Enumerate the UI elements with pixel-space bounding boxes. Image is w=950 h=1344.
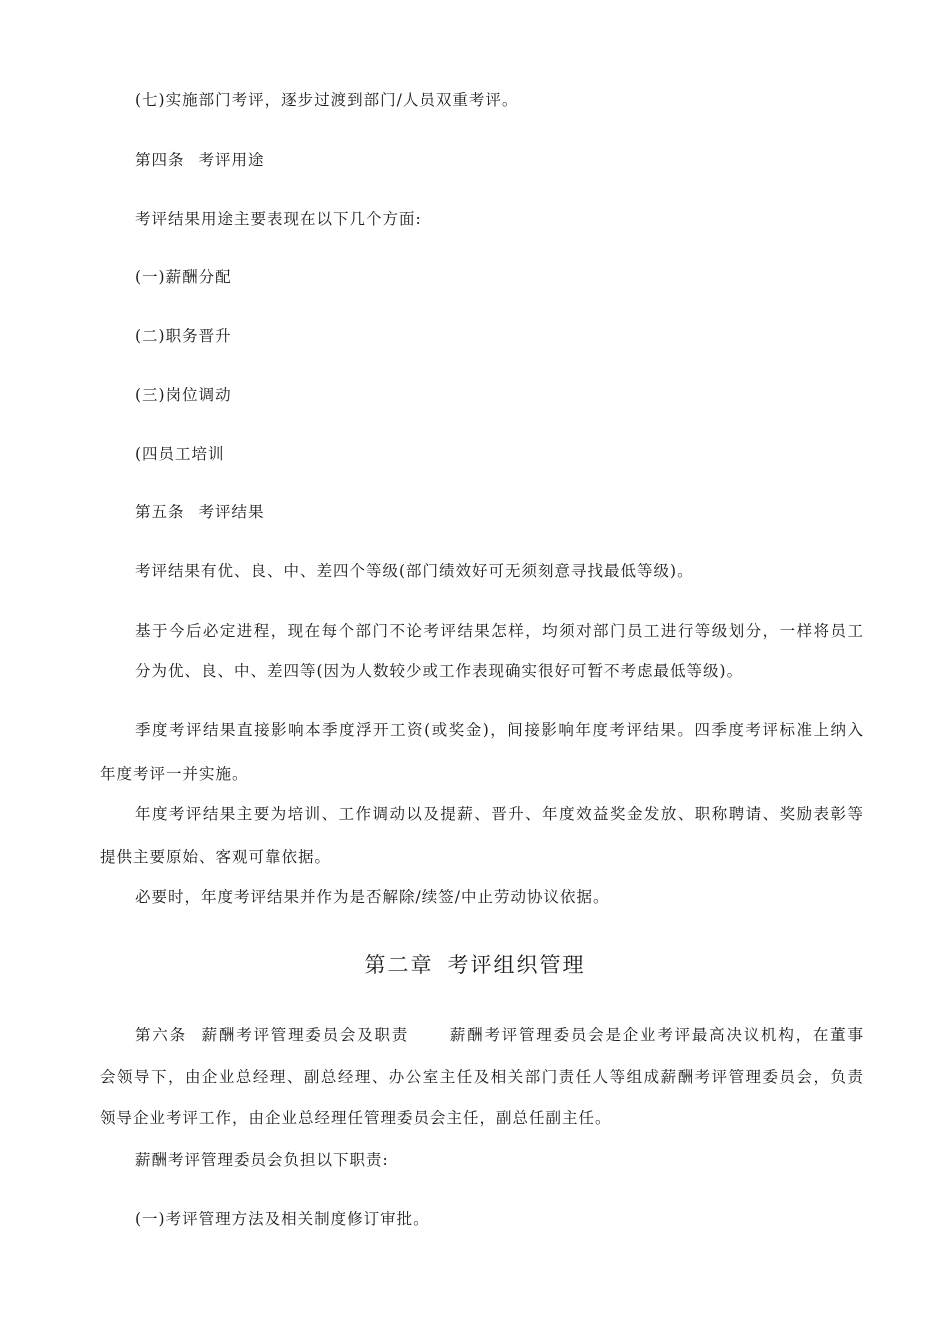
article-6-title: 薪酬考评管理委员会及职责 [200,1026,410,1044]
chapter-title: 考评组织管理 [447,953,586,977]
article-5-number: 第五条 [135,503,185,521]
article-5-title: 考评结果 [198,503,265,521]
article-4-intro: 考评结果用途主要表现在以下几个方面: [135,210,422,228]
paragraph-quarterly-line-1: 季度考评结果直接影响本季度浮开工资(或奖金)，间接影响年度考评结果。四季度考评标准上纳入 [135,721,864,739]
paragraph-quarterly-line-2: 年度考评一并实施。 [100,765,249,783]
article-6-body: 薪酬考评管理委员会是企业考评最高决议机构，在董事 [449,1026,864,1044]
paragraph-ranking-line-2: 分为优、良、中、差四等(因为人数较少或工作表现确实很好可暂不考虑最低等级)。 [135,662,744,680]
article-6-line-2: 会领导下，由企业总经理、副总经理、办公室主任及相关部门责任人等组成薪酬考评管理委员会，负责 [100,1068,864,1086]
committee-duties-intro: 薪酬考评管理委员会负担以下职责: [135,1151,389,1169]
paragraph-grades: 考评结果有优、良、中、差四个等级(部门绩效好可无须刻意寻找最低等级)。 [135,562,694,580]
paragraph-contract: 必要时，年度考评结果并作为是否解除/续签/中止劳动协议依据。 [135,888,610,906]
list-item-1: (一)薪酬分配 [135,268,232,286]
paragraph-annual-line-2: 提供主要原始、客观可靠依据。 [100,848,332,866]
chapter-number: 第二章 [364,953,434,977]
list-item-3: (三)岗位调动 [135,386,232,404]
article-4-number: 第四条 [135,151,185,169]
paragraph-item-7: (七)实施部门考评，逐步过渡到部门/人员双重考评。 [135,91,519,109]
article-6-number: 第六条 [135,1026,187,1044]
article-4-title: 考评用途 [198,151,265,169]
paragraph-ranking-line-1: 基于今后必定进程，现在每个部门不论考评结果怎样，均须对部门员工进行等级划分，一样将员工 [135,622,864,640]
paragraph-annual-line-1: 年度考评结果主要为培训、工作调动以及提薪、晋升、年度效益奖金发放、职称聘请、奖励表彰等 [135,805,864,823]
article-6-line-3: 领导企业考评工作，由企业总经理任管理委员会主任，副总任副主任。 [100,1109,612,1127]
article-5-heading [135,502,265,522]
duty-item-1: (一)考评管理方法及相关制度修订审批。 [135,1210,430,1228]
list-item-2: (二)职务晋升 [135,327,232,345]
article-6-line-1 [135,1025,864,1045]
list-item-4: (四员工培训 [135,445,225,463]
chapter-heading [0,952,950,978]
article-4-heading [135,150,265,170]
